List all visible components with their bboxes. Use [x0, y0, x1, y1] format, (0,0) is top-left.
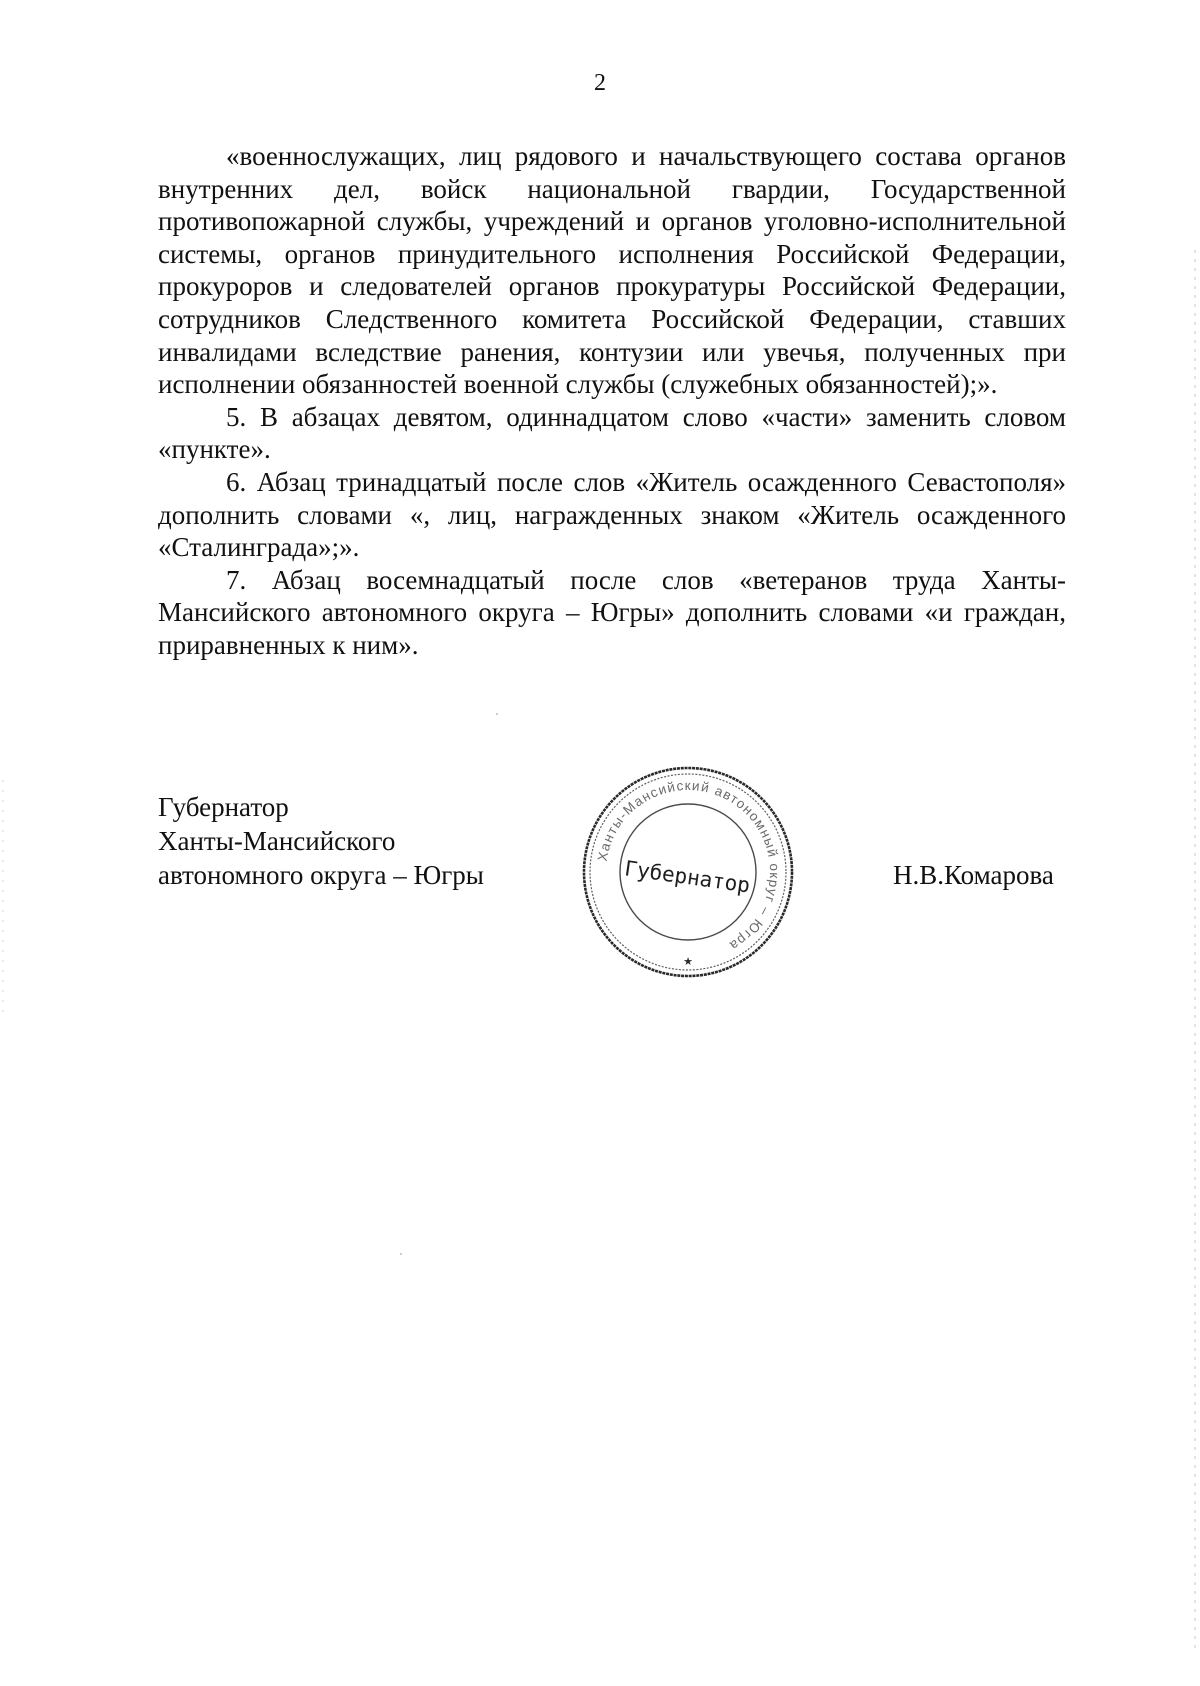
signatory-position-line: автономного округа – Югры — [158, 860, 484, 890]
scan-speck — [496, 713, 498, 715]
signatory-position-line: Губернатор — [158, 792, 289, 822]
scan-edge-artifact — [1194, 250, 1196, 1650]
stamp-star-icon: ★ — [683, 955, 693, 968]
scan-speck — [400, 1253, 402, 1255]
signatory-position — [158, 790, 484, 892]
document-body — [158, 140, 1066, 662]
signatory-position-line: Ханты-Мансийского — [158, 826, 396, 856]
stamp-ring-text-path: Ханты-Мансийский автономный округ – Югра — [594, 777, 783, 954]
page-number: 2 — [594, 70, 606, 96]
paragraph: 6. Абзац тринадцатый после слов «Житель осажденного Севастополя» дополнить словами «, лиц, награжденных знаком «Житель осажденного «Сталинграда»;». — [158, 466, 1066, 563]
scan-edge-artifact — [2, 780, 4, 1020]
paragraph: 5. В абзацах девятом, одиннадцатом слово «части» заменить словом «пункте». — [158, 401, 1066, 465]
paragraph: 7. Абзац восемнадцатый после слов «ветеранов труда Ханты-Мансийского автономного округа – Югры» дополнить словами «и граждан, приравненных к ним». — [158, 564, 1066, 660]
paragraph: «военнослужащих, лиц рядового и начальствующего состава органов внутренних дел, войск национальной гвардии, Государственной противопожарной службы, учреждений и органов уголовно-исполнительной системы, органов принудительного исполнения Российской Федерации, прокуроров и следователей органов прокуратуры Российской Федерации, сотрудников Следственного комитета Российской Федерации, ставших инвалидами вследствие ранения, контузии или увечья, полученных при исполнении обязанностей военной службы (служебных обязанностей);». — [158, 141, 1066, 400]
signatory-name: Н.В.Комарова — [893, 860, 1054, 890]
official-seal-stamp — [578, 762, 798, 982]
stamp-center-text: Губернатор — [623, 856, 752, 898]
